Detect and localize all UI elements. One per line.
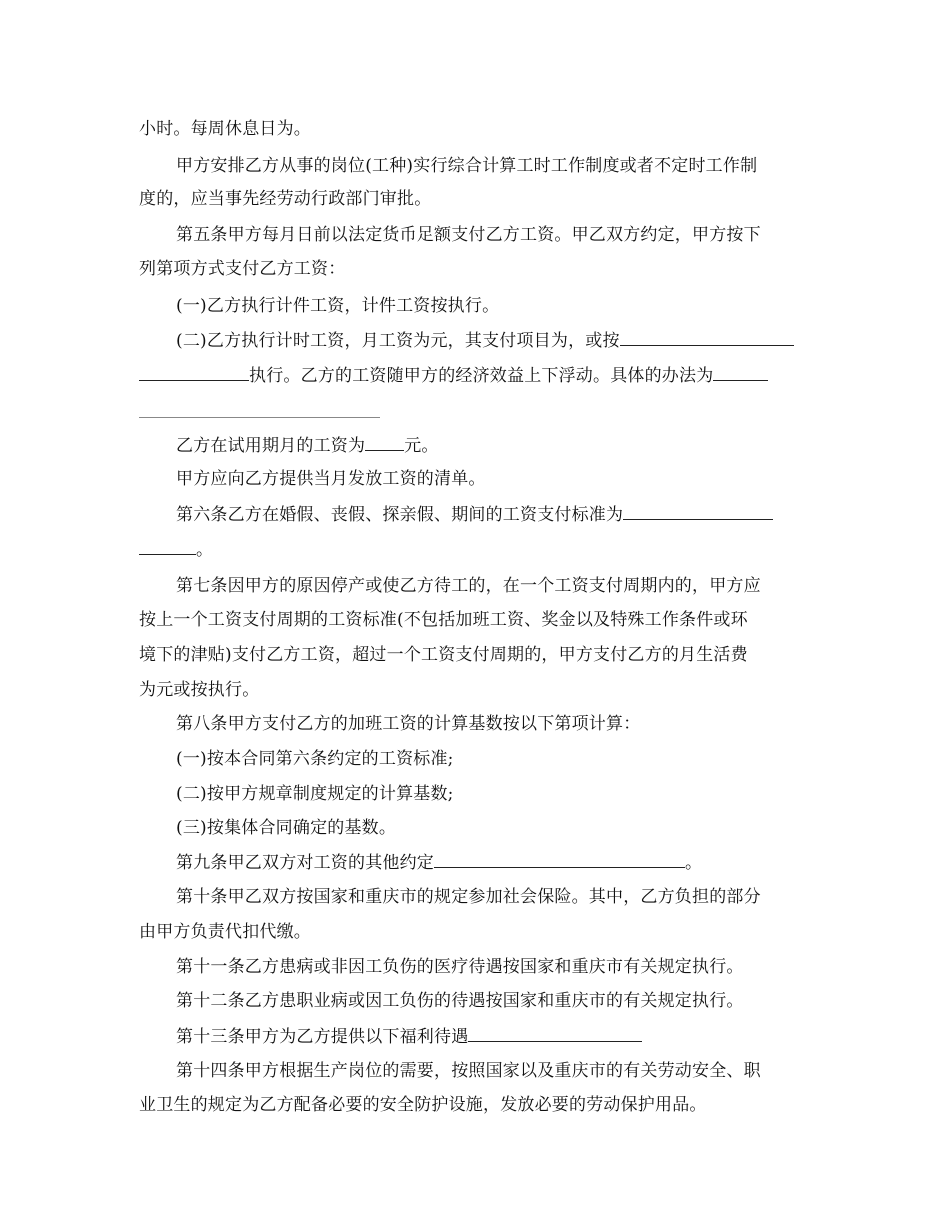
- text-line: (一)按本合同第六条约定的工资标准;: [176, 749, 454, 769]
- article-12-line: 第十二条乙方患职业病或因工负伤的待遇按国家和重庆市的有关规定执行。: [176, 991, 744, 1011]
- blank-underline: [365, 434, 404, 451]
- line-text: 。: [196, 540, 214, 560]
- text-line: 甲方应向乙方提供当月发放工资的清单。: [176, 469, 486, 489]
- line-text: 第六条乙方在婚假、丧假、探亲假、期间的工资支付标准为: [176, 505, 624, 525]
- article-7-line: 第七条因甲方的原因停产或使乙方待工的，在一个工资支付周期内的，甲方应: [176, 576, 761, 596]
- text-line: 由甲方负责代扣代缴。: [139, 922, 311, 942]
- text-line: 小时。每周休息日为。: [139, 119, 311, 139]
- text-line: 度的，应当事先经劳动行政部门审批。: [139, 189, 432, 209]
- text-line: 境下的津贴)支付乙方工资，超过一个工资支付周期的，甲方支付乙方的月生活费: [139, 645, 748, 665]
- text-line: 甲方安排乙方从事的岗位(工种)实行综合计算工时工作制度或者不定时工作制: [176, 156, 758, 176]
- article-10-line: 第十条甲乙双方按国家和重庆市的规定参加社会保险。其中，乙方负担的部分: [176, 887, 761, 907]
- blank-underline: [620, 329, 794, 346]
- blank-underline: [139, 538, 196, 555]
- text-line: (一)乙方执行计件工资，计件工资按执行。: [176, 296, 500, 316]
- text-line: [139, 364, 768, 387]
- line-text: 执行。乙方的工资随甲方的经济效益上下浮动。具体的办法为: [249, 366, 714, 386]
- text-line: [139, 538, 213, 561]
- blank-underline: [713, 364, 768, 381]
- line-text: 乙方在试用期月的工资为: [176, 436, 366, 456]
- blank-underline: [468, 1025, 642, 1042]
- text-line: 业卫生的规定为乙方配备必要的安全防护设施，发放必要的劳动保护用品。: [139, 1095, 707, 1115]
- text-line: (二)按甲方规章制度规定的计算基数;: [176, 784, 454, 804]
- text-line: [176, 329, 794, 352]
- text-line: [176, 434, 439, 457]
- text-line: 列第项方式支付乙方工资：: [139, 259, 346, 279]
- article-13-line: [176, 1025, 642, 1048]
- blank-underline: [623, 503, 773, 520]
- line-text: (二)乙方执行计时工资，月工资为元，其支付项目为，或按: [176, 331, 620, 351]
- article-9-line: [176, 851, 702, 874]
- article-6-line: [176, 503, 773, 526]
- article-11-line: 第十一条乙方患病或非因工负伤的医疗待遇按国家和重庆市有关规定执行。: [176, 957, 744, 977]
- blank-underline: [434, 851, 685, 868]
- article-14-line: 第十四条甲方根据生产岗位的需要，按照国家以及重庆市的有关劳动安全、职: [176, 1061, 761, 1081]
- article-5-line: 第五条甲方每月日前以法定货币足额支付乙方工资。甲乙双方约定，甲方按下: [176, 225, 761, 245]
- line-text: 元。: [404, 436, 439, 456]
- blank-underline: [139, 364, 249, 381]
- line-text: 第九条甲乙双方对工资的其他约定: [176, 853, 434, 873]
- blank-underline: [139, 417, 380, 418]
- text-line: 为元或按执行。: [139, 680, 260, 700]
- article-8-line: 第八条甲方支付乙方的加班工资的计算基数按以下第项计算：: [176, 714, 641, 734]
- text-line: (三)按集体合同确定的基数。: [176, 818, 397, 838]
- line-text: 。: [685, 853, 703, 873]
- line-text: 第十三条甲方为乙方提供以下福利待遇: [176, 1027, 469, 1047]
- text-line: 按上一个工资支付周期的工资标准(不包括加班工资、奖金以及特殊工作条件或环: [139, 610, 748, 630]
